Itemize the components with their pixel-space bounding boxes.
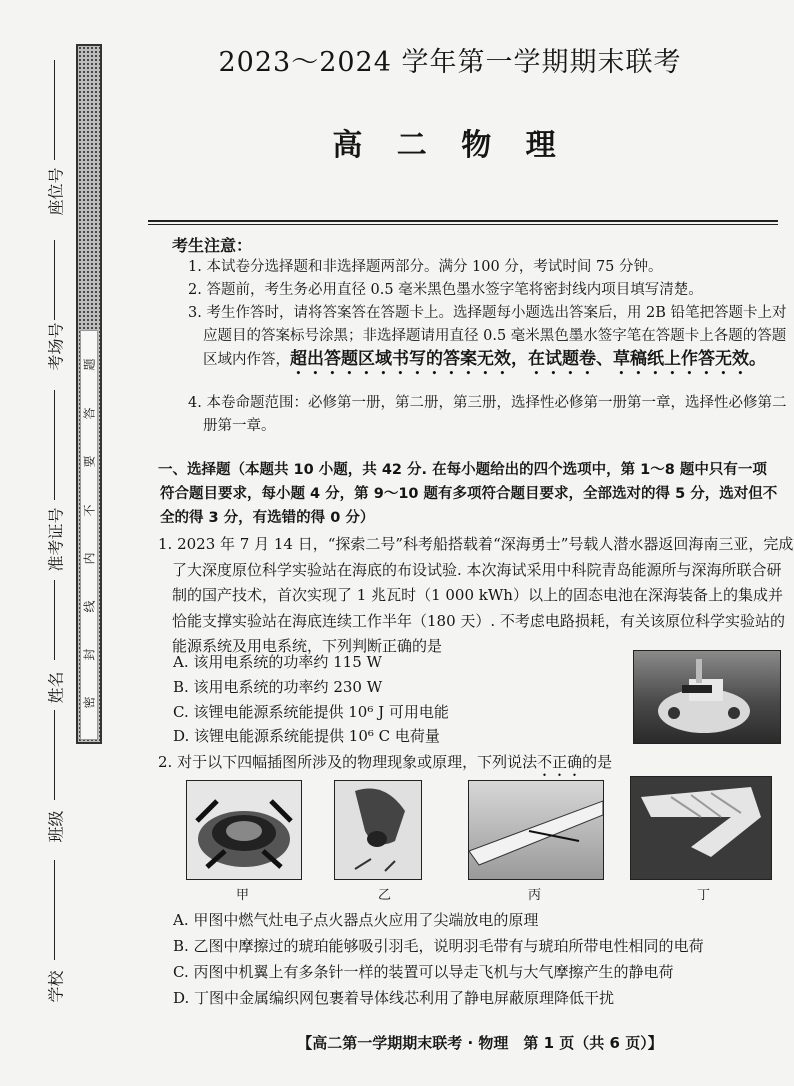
seal-char: 密 <box>82 696 97 709</box>
section-heading: 一、选择题（本题共 10 小题，共 42 分. 在每小题给出的四个选项中，第 1～8 题中只有一项符合题目要求，每小题 4 分，第 9～10 题有多项符合题目要求，全部选对的得 5 分，选对但不全的得 3 分，有选错的得 0 分） <box>158 462 778 526</box>
notice-item: 1. 本试卷分选择题和非选择题两部分。满分 100 分，考试时间 75 分钟。 <box>188 259 663 275</box>
seal-char: 封 <box>82 648 97 661</box>
question-2-option-d: D. 丁图中金属编织网包裹着导体线芯利用了静电屏蔽原理降低干扰 <box>173 989 615 1007</box>
field-line <box>54 580 55 660</box>
page-footer: 【高二第一学期期末联考 · 物理 第 1 页（共 6 页）】 <box>297 1034 663 1052</box>
figure-amber-feather <box>334 780 422 880</box>
question-1-stem: 1. 2023 年 7 月 14 日，“探索二号”科考船搭载着“深海勇士”号载人潜水器返回海南三亚，完成了大深度原位科学实验站在海底的布设试验. 本次海试采用中科院青岛能源所与深海所联合研制的国产技术，首次实现了 1 兆瓦时（1 000 kWh）以上的固态电池在深海装备上的集成并恰能支撑实验站在海底连续工作半年（180 天）. 不考虑电路损耗，有关该原位科学实验站的能源系统及用电系统，下列判断正确的是 <box>158 535 794 655</box>
caption-bing: 丙 <box>528 888 542 903</box>
seat-number-label: 座位号 <box>46 167 66 216</box>
seal-char: 题 <box>82 358 97 371</box>
question-2-stem-end: 的是 <box>582 753 613 771</box>
seal-char: 答 <box>82 407 97 420</box>
school-label: 学校 <box>46 970 66 1003</box>
seal-char: 要 <box>82 455 97 468</box>
notice-emphasis: 超出答题区域书写的答案无效，在试题卷、草稿纸上作答无效。 <box>290 349 766 369</box>
question-1-option-c: C. 该锂电能源系统能提供 10⁶ J 可用电能 <box>173 703 449 721</box>
divider <box>148 224 778 225</box>
question-2-option-a: A. 甲图中燃气灶电子点火器点火应用了尖端放电的原理 <box>173 911 539 929</box>
admission-number-label: 准考证号 <box>46 507 66 572</box>
exam-title: 2023～2024 学年第一学期期末联考 <box>218 47 682 78</box>
field-line <box>54 390 55 500</box>
divider <box>148 220 778 222</box>
seal-char: 内 <box>82 552 97 565</box>
submersible-photo <box>633 650 781 744</box>
seal-line-box <box>80 330 98 740</box>
question-2-stem-text: 2. 对于以下四幅插图所涉及的物理现象或原理，下列说法 <box>158 753 538 771</box>
notice-item <box>188 302 791 379</box>
figure-shielded-cable <box>630 776 772 880</box>
figure-aircraft-wing <box>468 780 604 880</box>
class-label: 班级 <box>46 810 66 843</box>
notice-item: 4. 本卷命题范围：必修第一册，第二册，第三册，选择性必修第一册第一章，选择性必修第二册第一章。 <box>188 395 787 434</box>
field-line <box>54 710 55 800</box>
question-1-option-b: B. 该用电系统的功率约 230 W <box>173 678 383 696</box>
caption-ding: 丁 <box>697 888 711 903</box>
subject-title: 高 二 物 理 <box>332 128 568 163</box>
question-2-option-b: B. 乙图中摩擦过的琥珀能够吸引羽毛，说明羽毛带有与琥珀所带电性相同的电荷 <box>173 937 704 955</box>
seal-char: 不 <box>82 504 97 517</box>
notice-heading: 考生注意： <box>172 236 253 255</box>
field-line <box>54 240 55 320</box>
caption-jia: 甲 <box>236 888 250 903</box>
question-1-option-a: A. 该用电系统的功率约 115 W <box>173 653 382 671</box>
notice-item: 2. 答题前，考生务必用直径 0.5 毫米黑色墨水签字笔将密封线内项目填写清楚。 <box>188 282 703 298</box>
field-line <box>54 60 55 160</box>
field-line <box>54 860 55 960</box>
caption-yi: 乙 <box>378 888 392 903</box>
question-1-option-d: D. 该锂电能源系统能提供 10⁶ C 电荷量 <box>173 727 440 745</box>
name-label: 姓名 <box>46 671 66 704</box>
exam-room-label: 考场号 <box>46 322 66 371</box>
notice-item-text: 3. 考生作答时，请将答案答在答题卡上。选择题每小题选出答案后，用 2B 铅笔把答题卡上对应题目的答案标号涂黑；非选择题请用直径 0.5 毫米黑色墨水签字笔在答题卡上各题的答题区域内作答， <box>188 305 787 368</box>
figure-gas-stove <box>186 780 302 880</box>
seal-char: 线 <box>82 600 97 613</box>
question-2-option-c: C. 丙图中机翼上有多条针一样的装置可以导走飞机与大气摩擦产生的静电荷 <box>173 963 674 981</box>
question-2-emphasis: 不正确 <box>537 753 583 771</box>
